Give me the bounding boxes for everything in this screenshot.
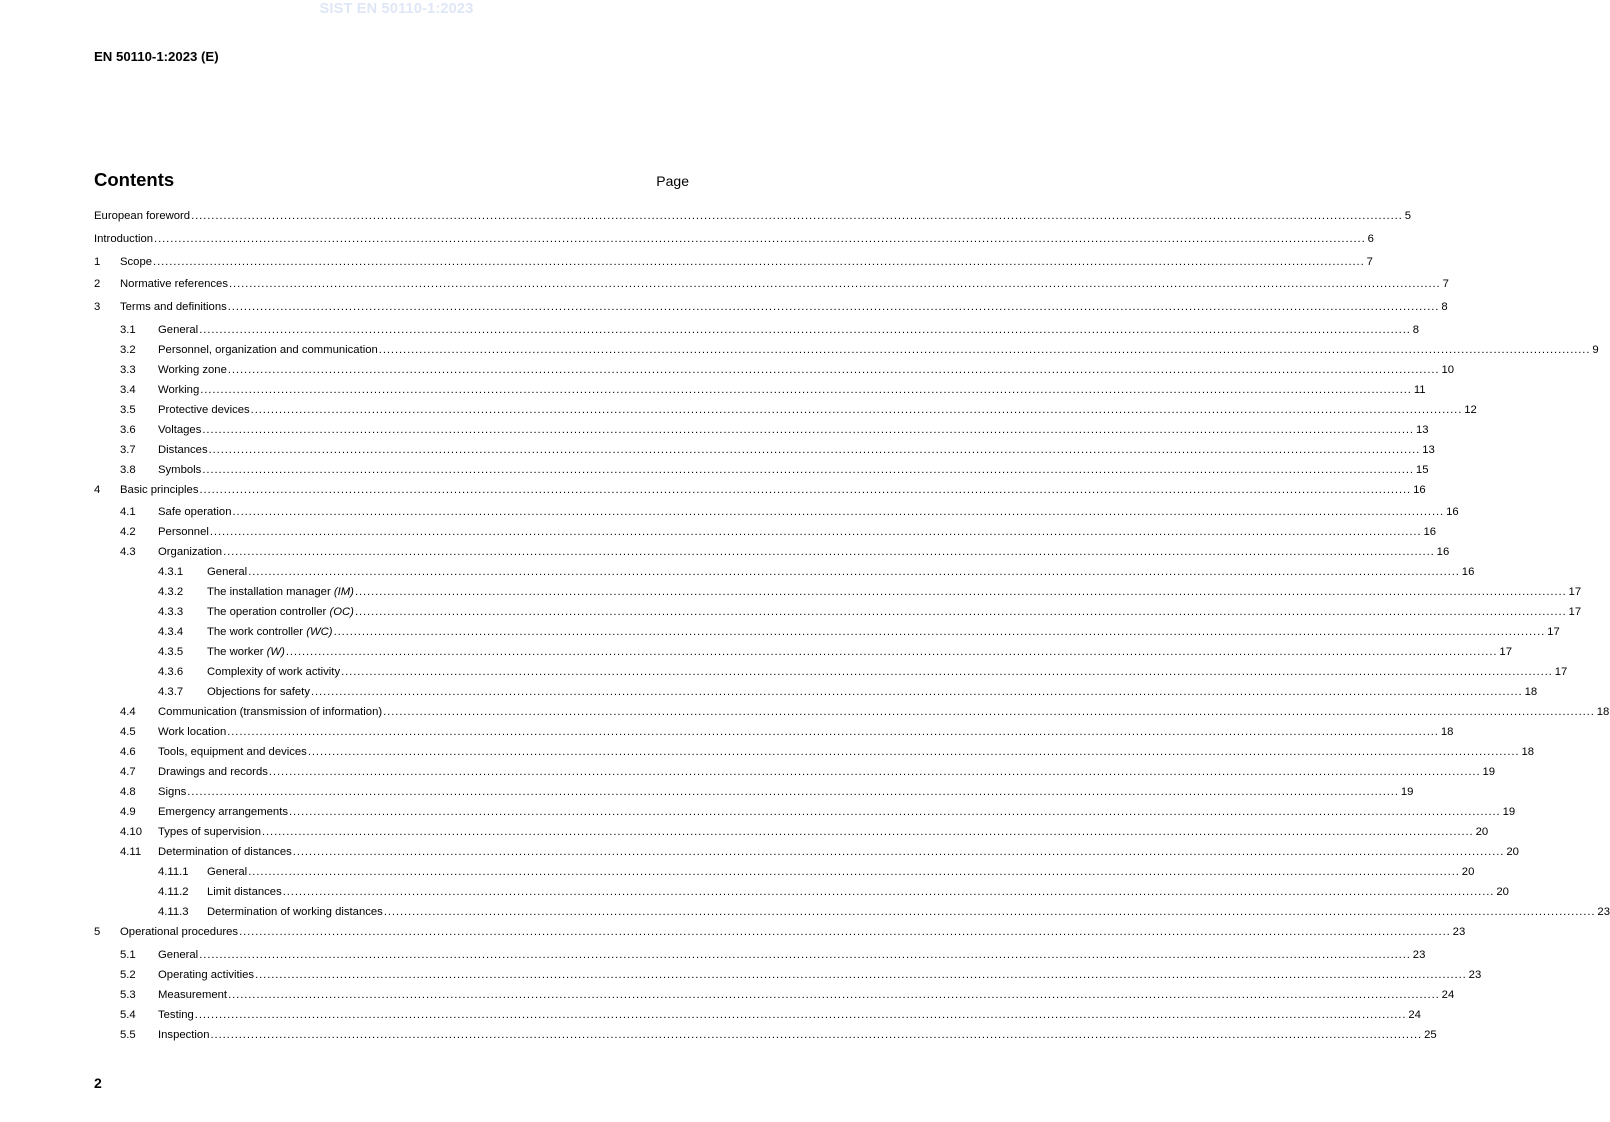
page-column-label: Page <box>656 173 689 189</box>
toc-leader-dots: ............................................................................................................................................................................................................................................................................................................ <box>199 484 1412 496</box>
toc-entry-number: 4.5 <box>120 726 136 738</box>
page-title: Contents <box>94 169 175 190</box>
toc-leader-dots: ............................................................................................................................................................................................................................................................................................................ <box>250 404 1463 416</box>
toc-entry[interactable] <box>94 806 1516 824</box>
toc-entry-number: 3.6 <box>120 424 136 436</box>
toc-entry-title-text: Protective devices <box>158 404 250 416</box>
toc-leader-dots: ............................................................................................................................................................................................................................................................................................................ <box>187 786 1399 798</box>
toc-entry-number: 4.2 <box>120 526 136 538</box>
toc-entry-title-text: Normative references <box>120 278 228 290</box>
toc-entry-page: 9 <box>1592 344 1599 356</box>
toc-entry[interactable] <box>94 949 1426 967</box>
toc-entry-title-text: Testing <box>158 1009 194 1021</box>
toc-entry-abbreviation: (W) <box>266 646 285 658</box>
toc-entry-page: 17 <box>1568 586 1582 598</box>
toc-entry-number: 5 <box>94 926 101 938</box>
toc-entry[interactable] <box>94 846 1519 864</box>
toc-entry-page: 25 <box>1424 1029 1437 1041</box>
toc-entry-title <box>207 626 333 638</box>
toc-leader-dots: ............................................................................................................................................................................................................................................................................................................ <box>307 746 1520 758</box>
toc-entry[interactable] <box>94 546 1450 564</box>
toc-leader-dots: ............................................................................................................................................................................................................................................................................................................ <box>310 686 1523 698</box>
toc-entry-number: 3.8 <box>120 464 136 476</box>
toc-leader-dots: ............................................................................................................................................................................................................................................................................................................ <box>232 506 1445 518</box>
toc-entry[interactable] <box>94 786 1414 804</box>
toc-entry-page: 16 <box>1461 566 1475 578</box>
toc-entry-title <box>207 686 310 698</box>
toc-entry-number: 3.3 <box>120 364 136 376</box>
toc-entry-title-text: Working <box>158 384 200 396</box>
page-number: 2 <box>94 1075 102 1091</box>
toc-leader-dots: ............................................................................................................................................................................................................................................................................................................ <box>202 464 1414 476</box>
toc-leader-dots: ............................................................................................................................................................................................................................................................................................................ <box>292 846 1505 858</box>
toc-entry-title <box>158 726 226 738</box>
toc-entry-title <box>207 586 354 598</box>
document-id: EN 50110-1:2023 (E) <box>94 49 219 64</box>
toc-entry[interactable] <box>94 746 1535 764</box>
toc-entry-page: 19 <box>1502 806 1516 818</box>
toc-entry-number: 3.2 <box>120 344 136 356</box>
toc-entry-number: 4.3.5 <box>158 646 184 658</box>
toc-entry-number: 4.11.2 <box>158 886 189 898</box>
toc-entry-page: 16 <box>1446 506 1459 518</box>
toc-entry-page: 20 <box>1475 826 1489 838</box>
toc-entry-number: 5.2 <box>120 969 136 981</box>
toc-entry-number: 3.7 <box>120 444 136 456</box>
toc-entry-title-text: Voltages <box>158 424 202 436</box>
toc-entry[interactable] <box>94 866 1475 884</box>
toc-leader-dots: ............................................................................................................................................................................................................................................................................................................ <box>223 546 1435 558</box>
toc-entry-title <box>120 484 198 496</box>
toc-entry-title <box>158 846 292 858</box>
toc-entry-title <box>94 210 190 222</box>
toc-entry-title <box>158 826 261 838</box>
toc-entry[interactable] <box>94 526 1437 544</box>
toc-entry[interactable] <box>94 826 1489 844</box>
toc-leader-dots: ............................................................................................................................................................................................................................................................................................................ <box>288 806 1501 818</box>
toc-entry-page: 16 <box>1423 526 1437 538</box>
toc-entry-title-text: Emergency arrangements <box>158 806 288 818</box>
toc-entry-title <box>120 256 152 268</box>
toc-entry[interactable] <box>94 256 1373 274</box>
toc-entry-page: 13 <box>1422 444 1435 456</box>
toc-entry-page: 19 <box>1482 766 1496 778</box>
toc-entry[interactable] <box>94 906 1610 924</box>
toc-entry-page: 17 <box>1554 666 1568 678</box>
toc-entry-title-text: Organization <box>158 546 223 558</box>
toc-leader-dots: ............................................................................................................................................................................................................................................................................................................ <box>255 969 1467 981</box>
toc-entry-number: 4.11.1 <box>158 866 189 878</box>
toc-entry-title <box>158 766 268 778</box>
toc-entry-title <box>158 706 382 718</box>
toc-entry[interactable] <box>94 301 1448 319</box>
toc-entry-number: 4.3.3 <box>158 606 184 618</box>
toc-entry-number: 3 <box>94 301 101 313</box>
toc-entry-title-text: Operational procedures <box>120 926 239 938</box>
toc-leader-dots: ............................................................................................................................................................................................................................................................................................................ <box>354 606 1567 618</box>
toc-entry-title <box>158 746 307 758</box>
toc-entry-title-text: Terms and definitions <box>120 301 227 313</box>
toc-entry-title-text: European foreword <box>94 210 191 222</box>
toc-entry-page: 7 <box>1366 256 1373 268</box>
toc-leader-dots: ............................................................................................................................................................................................................................................................................................................ <box>239 926 1451 938</box>
toc-entry-number: 4.10 <box>120 826 142 838</box>
toc-entry[interactable] <box>94 706 1610 724</box>
toc-entry-title <box>207 666 340 678</box>
toc-entry[interactable] <box>94 484 1426 502</box>
toc-entry-title <box>158 324 198 336</box>
toc-entry-title <box>207 906 383 918</box>
toc-entry-page: 23 <box>1412 949 1426 961</box>
toc-leader-dots: ............................................................................................................................................................................................................................................................................................................ <box>210 1029 1423 1041</box>
toc-entry-page: 24 <box>1441 989 1455 1001</box>
toc-entry[interactable] <box>94 324 1420 342</box>
toc-entry[interactable] <box>94 464 1429 482</box>
toc-entry-number: 4.7 <box>120 766 136 778</box>
toc-entry-title-text: Personnel, organization and communication <box>158 344 378 356</box>
toc-entry[interactable] <box>94 766 1496 784</box>
toc-entry-title-text: Tools, equipment and devices <box>158 746 307 758</box>
toc-entry-page: 8 <box>1412 324 1420 336</box>
toc-entry-title-text: Drawings and records <box>158 766 268 778</box>
toc-leader-dots: ............................................................................................................................................................................................................................................................................................................ <box>248 866 1460 878</box>
toc-entry-title <box>207 566 247 578</box>
toc-entry-title-text: Inspection <box>158 1029 210 1041</box>
toc-entry-page: 17 <box>1568 606 1582 618</box>
toc-entry-title <box>120 301 227 313</box>
toc-entry[interactable] <box>94 666 1568 684</box>
toc-entry[interactable] <box>94 344 1599 362</box>
toc-entry-title <box>158 806 288 818</box>
toc-entry-abbreviation: (WC) <box>306 626 333 638</box>
toc-entry-page: 13 <box>1415 424 1429 436</box>
toc-entry-title-text: Determination of distances <box>158 846 292 858</box>
toc-leader-dots: ............................................................................................................................................................................................................................................................................................................ <box>354 586 1567 598</box>
toc-entry-number: 4.3.1 <box>158 566 184 578</box>
toc-entry-page: 18 <box>1440 726 1454 738</box>
toc-entry-number: 5.3 <box>120 989 136 1001</box>
toc-entry-page: 23 <box>1597 906 1610 918</box>
toc-entry[interactable] <box>94 726 1454 744</box>
toc-entry[interactable] <box>94 969 1482 987</box>
toc-leader-dots: ............................................................................................................................................................................................................................................................................................................ <box>333 626 1546 638</box>
toc-entry-number: 4.1 <box>120 506 136 518</box>
toc-entry-title-text: Limit distances <box>207 886 282 898</box>
toc-leader-dots: ............................................................................................................................................................................................................................................................................................................ <box>341 666 1553 678</box>
toc-entry[interactable] <box>94 586 1582 604</box>
toc-entry-page: 12 <box>1464 404 1477 416</box>
toc-entry-number: 4.3.4 <box>158 626 184 638</box>
toc-entry-title-text: Basic principles <box>120 484 199 496</box>
toc-entry-page: 18 <box>1596 706 1610 718</box>
toc-entry[interactable] <box>94 364 1455 382</box>
toc-entry-page: 20 <box>1506 846 1519 858</box>
toc-entry-title <box>120 926 238 938</box>
toc-entry-page: 16 <box>1436 546 1450 558</box>
toc-leader-dots: ............................................................................................................................................................................................................................................................................................................ <box>285 646 1498 658</box>
toc-entry-number: 5.4 <box>120 1009 136 1021</box>
toc-entry-title-text: Safe operation <box>158 506 232 518</box>
toc-entry-abbreviation: (IM) <box>333 586 354 598</box>
toc-entry-number: 3.1 <box>120 324 136 336</box>
toc-entry[interactable] <box>94 926 1466 944</box>
toc-leader-dots: ............................................................................................................................................................................................................................................................................................................ <box>229 278 1441 290</box>
toc-leader-dots: ............................................................................................................................................................................................................................................................................................................ <box>153 256 1365 268</box>
toc-leader-dots: ............................................................................................................................................................................................................................................................................................................ <box>227 301 1440 313</box>
toc-entry-number: 4.11 <box>120 846 142 858</box>
toc-entry-number: 5.1 <box>120 949 136 961</box>
toc-entry-title-text: The installation manager <box>207 586 334 598</box>
toc-entry[interactable] <box>94 626 1560 644</box>
toc-entry-number: 4.3.2 <box>158 586 184 598</box>
toc-entry-title <box>207 646 285 658</box>
toc-entry[interactable] <box>94 566 1475 584</box>
toc-entry-page: 17 <box>1499 646 1512 658</box>
toc-entry-title <box>158 1029 210 1041</box>
toc-leader-dots: ............................................................................................................................................................................................................................................................................................................ <box>227 726 1439 738</box>
toc-entry-number: 2 <box>94 278 101 290</box>
toc-entry-page: 18 <box>1521 746 1535 758</box>
toc-entry-title-text: General <box>158 324 199 336</box>
toc-entry-title <box>158 344 378 356</box>
toc-entry-title-text: Determination of working distances <box>207 906 383 918</box>
toc-entry-abbreviation: (OC) <box>329 606 354 618</box>
toc-entry-page: 20 <box>1461 866 1475 878</box>
toc-leader-dots: ............................................................................................................................................................................................................................................................................................................ <box>194 1009 1407 1021</box>
toc-entry-number: 4.4 <box>120 706 136 718</box>
toc-entry[interactable] <box>94 646 1512 664</box>
toc-entry-number: 4.11.3 <box>158 906 189 918</box>
toc-entry[interactable] <box>94 424 1429 442</box>
toc-leader-dots: ............................................................................................................................................................................................................................................................................................................ <box>268 766 1481 778</box>
toc-leader-dots: ............................................................................................................................................................................................................................................................................................................ <box>191 210 1403 222</box>
toc-entry-title <box>158 364 227 376</box>
toc-entry-title <box>158 506 232 518</box>
toc-entry-title <box>94 233 153 245</box>
watermark-text: SIST EN 50110-1:2023 <box>319 1 474 17</box>
toc-entry-number: 4.8 <box>120 786 136 798</box>
toc-entry-title-text: Signs <box>158 786 187 798</box>
toc-entry-page: 23 <box>1452 926 1466 938</box>
toc-entry-page: 15 <box>1415 464 1429 476</box>
toc-entry-title <box>158 404 250 416</box>
toc-entry[interactable] <box>94 886 1509 904</box>
toc-leader-dots: ............................................................................................................................................................................................................................................................................................................ <box>208 444 1421 456</box>
toc-entry-number: 5.5 <box>120 1029 136 1041</box>
toc-entry-title-text: Introduction <box>94 233 154 245</box>
toc-entry-title-text: General <box>207 866 248 878</box>
toc-leader-dots: ............................................................................................................................................................................................................................................................................................................ <box>200 384 1412 396</box>
toc-entry-title-text: Work location <box>158 726 227 738</box>
toc-entry-title <box>158 546 222 558</box>
toc-entry-title-text: Communication (transmission of information) <box>158 706 383 718</box>
toc-entry-title-text: General <box>207 566 248 578</box>
toc-entry-title-text: The work controller <box>207 626 307 638</box>
toc-leader-dots: ............................................................................................................................................................................................................................................................................................................ <box>209 526 1422 538</box>
toc-entry-title <box>207 886 282 898</box>
toc-entry-title <box>207 866 247 878</box>
toc-entry[interactable] <box>94 384 1426 402</box>
toc-entry-title <box>158 969 254 981</box>
toc-entry-title-text: General <box>158 949 199 961</box>
toc-entry[interactable] <box>94 210 1411 228</box>
toc-entry-number: 4.3.7 <box>158 686 184 698</box>
toc-leader-dots: ............................................................................................................................................................................................................................................................................................................ <box>199 324 1411 336</box>
toc-entry-page: 19 <box>1400 786 1414 798</box>
toc-leader-dots: ............................................................................................................................................................................................................................................................................................................ <box>383 706 1595 718</box>
toc-entry-title <box>158 444 208 456</box>
toc-leader-dots: ............................................................................................................................................................................................................................................................................................................ <box>228 989 1440 1001</box>
toc-entry[interactable] <box>94 404 1477 422</box>
toc-entry-title-text: The operation controller <box>207 606 330 618</box>
toc-entry-number: 4.3.6 <box>158 666 184 678</box>
toc-leader-dots: ............................................................................................................................................................................................................................................................................................................ <box>154 233 1366 245</box>
toc-entry-page: 11 <box>1413 384 1426 396</box>
toc-entry[interactable] <box>94 1009 1421 1027</box>
toc-entry-title-text: Personnel <box>158 526 209 538</box>
toc-leader-dots: ............................................................................................................................................................................................................................................................................................................ <box>378 344 1591 356</box>
toc-leader-dots: ............................................................................................................................................................................................................................................................................................................ <box>383 906 1596 918</box>
toc-entry-title-text: Scope <box>120 256 153 268</box>
toc-entry-title-text: Measurement <box>158 989 228 1001</box>
toc-entry-title-text: Objections for safety <box>207 686 310 698</box>
toc-entry-page: 10 <box>1441 364 1455 376</box>
toc-leader-dots: ............................................................................................................................................................................................................................................................................................................ <box>261 826 1474 838</box>
toc-entry-page: 20 <box>1496 886 1509 898</box>
toc-entry[interactable] <box>94 1029 1437 1047</box>
toc-entry-title-text: Symbols <box>158 464 202 476</box>
toc-entry-number: 1 <box>94 256 101 268</box>
toc-entry-title-text: Working zone <box>158 364 227 376</box>
toc-entry[interactable] <box>94 989 1455 1007</box>
toc-leader-dots: ............................................................................................................................................................................................................................................................................................................ <box>199 949 1411 961</box>
toc-entry-number: 4.9 <box>120 806 136 818</box>
toc-entry-title <box>158 424 201 436</box>
toc-entry-title <box>158 526 209 538</box>
toc-entry[interactable] <box>94 278 1449 296</box>
toc-entry[interactable] <box>94 686 1538 704</box>
toc-entry-page: 24 <box>1408 1009 1421 1021</box>
toc-entry-number: 4.3 <box>120 546 136 558</box>
toc-entry-page: 17 <box>1547 626 1560 638</box>
toc-entry-page: 5 <box>1404 210 1411 222</box>
toc-leader-dots: ............................................................................................................................................................................................................................................................................................................ <box>202 424 1414 436</box>
toc-leader-dots: ............................................................................................................................................................................................................................................................................................................ <box>282 886 1495 898</box>
toc-entry-page: 23 <box>1468 969 1482 981</box>
toc-entry-title <box>158 786 186 798</box>
toc-entry[interactable] <box>94 444 1435 462</box>
toc-entry[interactable] <box>94 606 1582 624</box>
toc-entry-title-text: Types of supervision <box>158 826 261 838</box>
toc-entry-title <box>207 606 354 618</box>
toc-entry-number: 4.6 <box>120 746 136 758</box>
toc-entry-page: 7 <box>1442 278 1449 290</box>
toc-entry-page: 18 <box>1524 686 1538 698</box>
toc-entry-number: 3.4 <box>120 384 136 396</box>
toc-leader-dots: ............................................................................................................................................................................................................................................................................................................ <box>227 364 1440 376</box>
toc-entry-page: 6 <box>1367 233 1374 245</box>
toc-entry-title <box>158 989 227 1001</box>
toc-leader-dots: ............................................................................................................................................................................................................................................................................................................ <box>248 566 1460 578</box>
toc-entry-page: 8 <box>1441 301 1448 313</box>
toc-entry-title-text: Complexity of work activity <box>207 666 341 678</box>
toc-entry-title <box>158 949 198 961</box>
toc-entry-title <box>158 1009 194 1021</box>
toc-entry[interactable] <box>94 506 1459 524</box>
toc-entry-number: 4 <box>94 484 101 496</box>
toc-entry-title-text: The worker <box>207 646 267 658</box>
toc-entry-title-text: Distances <box>158 444 208 456</box>
toc-entry-title-text: Operating activities <box>158 969 255 981</box>
toc-entry-number: 3.5 <box>120 404 136 416</box>
toc-entry[interactable] <box>94 233 1374 251</box>
toc-entry-title <box>158 464 201 476</box>
toc-entry-title <box>120 278 228 290</box>
toc-entry-title <box>158 384 199 396</box>
toc-entry-page: 16 <box>1413 484 1426 496</box>
